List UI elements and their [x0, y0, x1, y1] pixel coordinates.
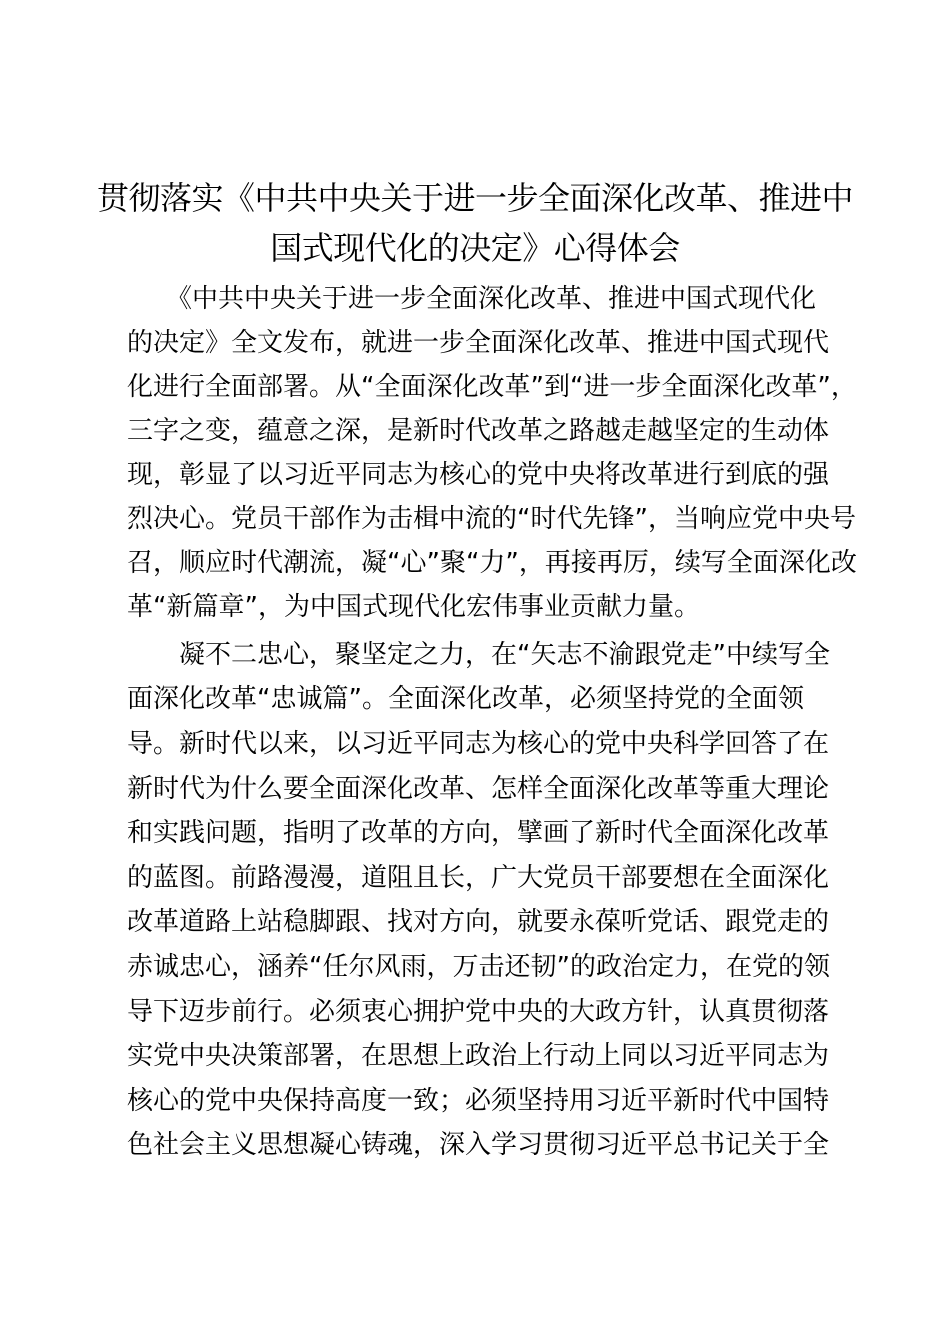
paragraph-line: 核心的党中央保持高度一致；必须坚持用习近平新时代中国特	[127, 1086, 830, 1116]
paragraph-line: 现，彰显了以习近平同志为核心的党中央将改革进行到底的强	[127, 460, 830, 490]
paragraph-line: 面深化改革“忠诚篇”。全面深化改革，必须坚持党的全面领	[127, 684, 804, 714]
paragraph-line: 烈决心。党员干部作为击楫中流的“时代先锋”，当响应党中央号	[127, 504, 856, 534]
paragraph-line: 革“新篇章”，为中国式现代化宏伟事业贡献力量。	[127, 592, 700, 622]
paragraph-line: 的决定》全文发布，就进一步全面深化改革、推进中国式现代	[127, 328, 830, 358]
paragraph-line: 新时代为什么要全面深化改革、怎样全面深化改革等重大理论	[127, 774, 830, 804]
paragraph-line: 和实践问题，指明了改革的方向，擘画了新时代全面深化改革	[127, 818, 830, 848]
paragraph-line: 召，顺应时代潮流，凝“心”聚“力”，再接再厉，续写全面深化改	[127, 548, 857, 578]
paragraph-line: 导。新时代以来，以习近平同志为核心的党中央科学回答了在	[127, 729, 830, 759]
paragraph-line: 赤诚忠心，涵养“任尔风雨，万击还韧”的政治定力，在党的领	[127, 952, 830, 982]
paragraph-line: 三字之变，蕴意之深，是新时代改革之路越走越坚定的生动体	[127, 416, 830, 446]
paragraph-line: 实党中央决策部署，在思想上政治上行动上同以习近平同志为	[127, 1041, 830, 1071]
paragraph-line: 《中共中央关于进一步全面深化改革、推进中国式现代化	[127, 284, 817, 314]
paragraph-line: 色社会主义思想凝心铸魂，深入学习贯彻习近平总书记关于全	[127, 1130, 830, 1160]
paragraph-line: 化进行全面部署。从“全面深化改革”到“进一步全面深化改革”，	[127, 372, 857, 402]
document-title-line-2: 国式现代化的决定》心得体会	[270, 229, 680, 267]
paragraph-line: 导下迈步前行。必须衷心拥护党中央的大政方针，认真贯彻落	[127, 997, 830, 1027]
paragraph-line: 凝不二忠心，聚坚定之力，在“矢志不渝跟党走”中续写全	[127, 640, 830, 670]
document-title-line-1: 贯彻落实《中共中央关于进一步全面深化改革、推进中	[96, 179, 853, 217]
paragraph-line: 的蓝图。前路漫漫，道阻且长，广大党员干部要想在全面深化	[127, 863, 830, 893]
paragraph-line: 改革道路上站稳脚跟、找对方向，就要永葆听党话、跟党走的	[127, 907, 830, 937]
